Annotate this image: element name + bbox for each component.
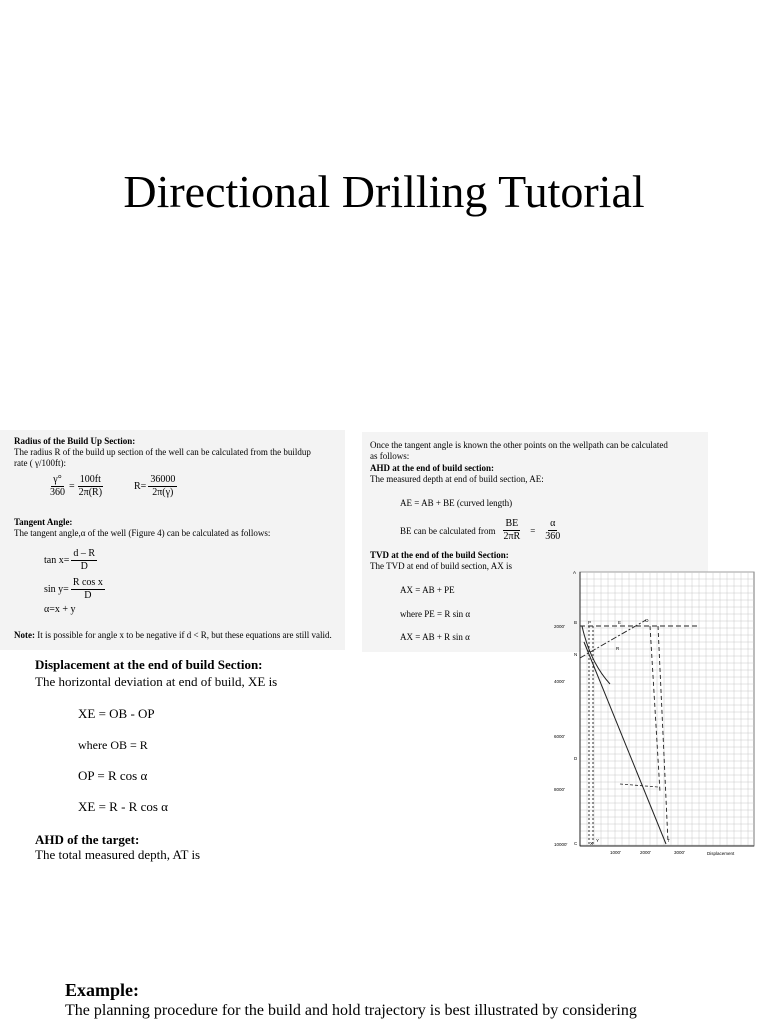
- y-tick-label: 6000': [554, 734, 565, 739]
- page-title: Directional Drilling Tutorial: [123, 166, 645, 217]
- x-tick-label: 1000': [610, 850, 621, 855]
- wellpath-diagram: [540, 562, 768, 874]
- radius-heading: Radius of the Build Up Section:: [14, 436, 136, 446]
- tvd-text: The TVD at end of build section, AX is: [370, 561, 513, 571]
- displacement-text: The horizontal deviation at end of build, XE is: [35, 674, 278, 689]
- point-label-d: D: [574, 756, 578, 761]
- tvd-heading: TVD at the end of the build Section:: [370, 550, 509, 560]
- point-label-c: C: [574, 841, 578, 846]
- point-label-a: A: [573, 570, 577, 575]
- point-label-x: X: [590, 841, 594, 846]
- radius-equation: R= $\frac{36000}{2\pi(\gamma)}$: [134, 474, 176, 498]
- point-label-o: O: [645, 618, 649, 623]
- tangent-text: The tangent angle,α of the well (Figure 4) can be calculated as follows:: [14, 528, 271, 538]
- y-tick-label: 2000': [554, 624, 565, 629]
- tan-x-equation: tan x= $\frac{d - R}{D}$: [44, 548, 96, 572]
- example-heading: Example:: [65, 980, 139, 1000]
- intro-text-1: Once the tangent angle is known the other points on the wellpath can be calculated: [370, 440, 668, 450]
- point-label-e: E: [618, 620, 622, 625]
- ahd-heading: AHD at the end of build section:: [370, 463, 495, 473]
- intro-text-2: as follows:: [370, 451, 410, 461]
- point-label-p: P: [588, 620, 592, 625]
- x-tick-label: 2000': [640, 850, 651, 855]
- alpha-equation: α=x + y: [44, 604, 76, 615]
- radius-text-1: The radius R of the build up section of the well can be calculated from the buildup: [14, 447, 311, 457]
- radius-text-2: rate ( γ/100ft):: [14, 458, 66, 468]
- pe-equation: where PE = R sin α: [400, 609, 471, 619]
- y-tick-label: 10000': [554, 842, 568, 847]
- y-tick-label: 4000': [554, 679, 565, 684]
- ob-equation: where OB = R: [78, 738, 148, 752]
- x-tick-label: 3000': [674, 850, 685, 855]
- example-text: The planning procedure for the build and hold trajectory is best illustrated by considering: [65, 1002, 637, 1019]
- xe-equation-2: XE = R - R cos α: [78, 799, 168, 814]
- note: Note: It is possible for angle x to be negative if d < R, but these equations are still valid.: [14, 630, 332, 640]
- xe-equation-1: XE = OB - OP: [78, 706, 155, 721]
- ahd-target-heading: AHD of the target:: [35, 832, 140, 847]
- buildup-rate-equation: $\frac{\gamma^\circ}{360}$ = $\frac{100ft}{2\pi(R)}$: [50, 474, 103, 498]
- ax-equation-2: AX = AB + R sin α: [400, 632, 470, 642]
- sin-y-equation: sin y= $\frac{\text{R cos x}}{D}$: [44, 577, 103, 601]
- point-label-y: Y: [596, 838, 600, 843]
- be-equation: BE can be calculated from $\frac{BE}{2\pi R}$ = $\frac{\alpha}{360}$: [400, 518, 561, 542]
- point-label-t: T: [667, 838, 670, 843]
- point-label-n: N: [574, 652, 578, 657]
- point-label-r: R: [616, 646, 620, 651]
- ahd-target-text: The total measured depth, AT is: [35, 847, 201, 862]
- wellpath-svg: [540, 562, 768, 874]
- point-label-b: B: [574, 620, 578, 625]
- ae-equation: AE = AB + BE (curved length): [400, 498, 513, 508]
- radius-tangent-panel: [0, 430, 345, 650]
- displacement-heading: Displacement at the end of build Section:: [35, 657, 263, 672]
- x-axis-label: Displacement: [707, 851, 735, 856]
- op-equation: OP = R cos α: [78, 768, 148, 783]
- ahd-text: The measured depth at end of build section, AE:: [370, 474, 544, 484]
- ax-equation-1: AX = AB + PE: [400, 585, 455, 595]
- tangent-heading: Tangent Angle:: [14, 517, 73, 527]
- y-tick-label: 8000': [554, 787, 565, 792]
